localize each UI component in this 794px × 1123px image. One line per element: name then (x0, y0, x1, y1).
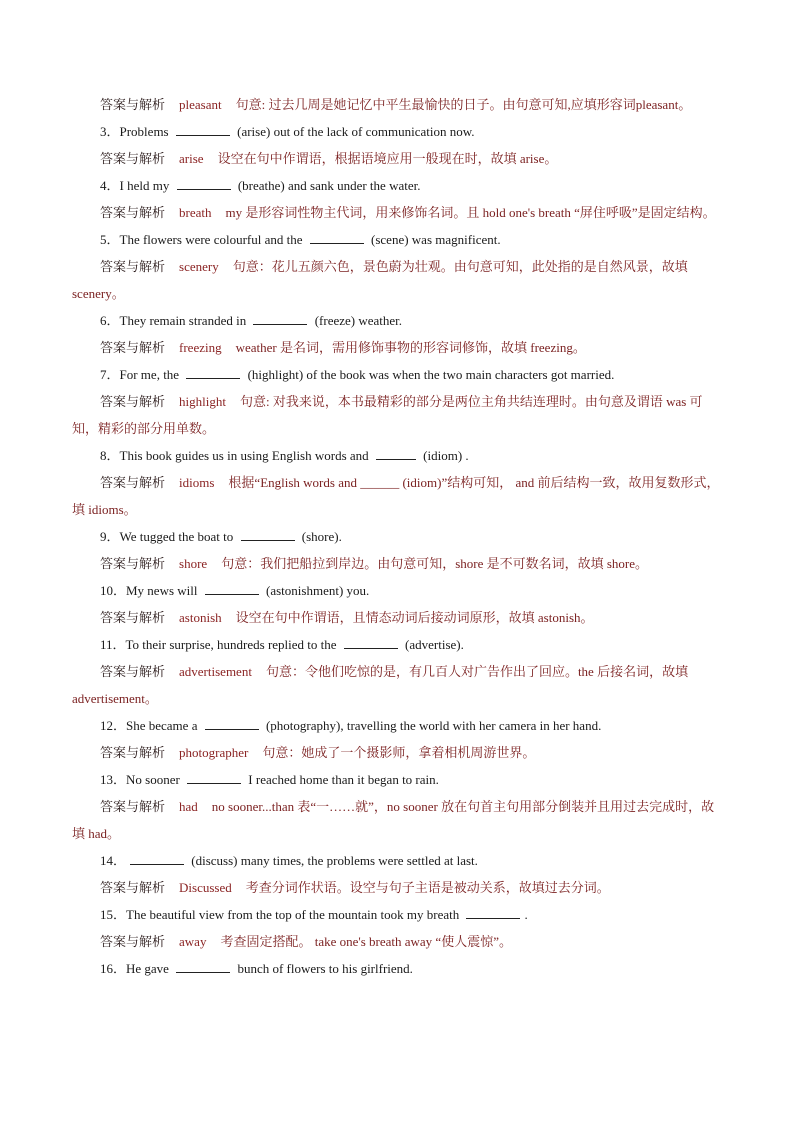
question-text-before: 16．He gave (100, 961, 173, 976)
question-text-after: (advertise). (401, 637, 464, 652)
question-text-before: 12．She became a (100, 718, 201, 733)
answer-tag: 答案与解析 (100, 880, 166, 895)
question-line (72, 766, 724, 793)
answer-explanation (72, 928, 724, 955)
question-line (72, 172, 724, 199)
answer-word: advertisement (179, 664, 252, 679)
question-text-after: (discuss) many times, the problems were settled at last. (188, 853, 478, 868)
explanation-text: 句意：令他们吃惊的是，有几百人对广告作出了回应。the 后接名词，故填 advertisement。 (72, 664, 689, 706)
answer-word: arise (179, 151, 204, 166)
question-text-before: 15．The beautiful view from the top of the mountain took my breath (100, 907, 463, 922)
answer-word: highlight (179, 394, 226, 409)
question-text-before: 4．I held my (100, 178, 173, 193)
question-text-after: (freeze) weather. (311, 313, 403, 328)
answer-tag: 答案与解析 (100, 799, 166, 814)
explanation-text: 设空在句中作谓语，根据语境应用一般现在时，故填 arise。 (217, 151, 558, 166)
answer-tag: 答案与解析 (100, 340, 166, 355)
question-line (72, 118, 724, 145)
answer-blank (241, 529, 295, 541)
question-line (72, 307, 724, 334)
answer-explanation (72, 334, 724, 361)
answer-tag: 答案与解析 (100, 97, 166, 112)
explanation-text: 句意：我们把船拉到岸边。由句意可知，shore 是不可数名词，故填 shore。 (221, 556, 649, 571)
answer-explanation (72, 658, 724, 712)
answer-explanation (72, 793, 724, 847)
explanation-text: 句意: 过去几周是她记忆中平生最愉快的日子。由句意可知,应填形容词pleasant。 (235, 97, 692, 112)
answer-word: photographer (179, 745, 249, 760)
question-text-before: 8．This book guides us in using English words and (100, 448, 372, 463)
question-text-before: 13．No sooner (100, 772, 184, 787)
answer-word: breath (179, 205, 212, 220)
exercise-content (72, 91, 724, 982)
answer-blank (176, 961, 230, 973)
answer-tag: 答案与解析 (100, 934, 166, 949)
answer-explanation (72, 604, 724, 631)
question-text-after: I reached home than it began to rain. (245, 772, 439, 787)
question-line (72, 442, 724, 469)
answer-tag: 答案与解析 (100, 151, 166, 166)
answer-tag: 答案与解析 (100, 610, 166, 625)
question-text-after: bunch of flowers to his girlfriend. (234, 961, 413, 976)
answer-blank (376, 448, 416, 460)
explanation-text: weather 是名词，需用修饰事物的形容词修饰，故填 freezing。 (235, 340, 586, 355)
question-text-after: (idiom) . (419, 448, 469, 463)
question-text-after: (scene) was magnificent. (367, 232, 501, 247)
answer-word: astonish (179, 610, 222, 625)
answer-blank (344, 637, 398, 649)
explanation-text: my 是形容词性物主代词，用来修饰名词。且 hold one's breath “屏住呼吸”是固定结构。 (225, 205, 716, 220)
question-line (72, 361, 724, 388)
question-text-before: 6．They remain stranded in (100, 313, 250, 328)
answer-explanation (72, 91, 724, 118)
question-text-after: (highlight) of the book was when the two main characters got married. (244, 367, 615, 382)
question-text-after: . (524, 907, 528, 922)
question-line (72, 226, 724, 253)
answer-explanation (72, 145, 724, 172)
answer-explanation (72, 199, 724, 226)
answer-explanation (72, 469, 724, 523)
answer-blank (205, 583, 259, 595)
answer-blank (176, 124, 230, 136)
answer-tag: 答案与解析 (100, 556, 166, 571)
question-text-after: (photography), travelling the world with her camera in her hand. (262, 718, 602, 733)
question-text-before: 5．The flowers were colourful and the (100, 232, 306, 247)
question-line (72, 712, 724, 739)
answer-tag: 答案与解析 (100, 664, 166, 679)
answer-word: idioms (179, 475, 215, 490)
question-line (72, 901, 724, 928)
answer-blank (186, 367, 240, 379)
question-line (72, 523, 724, 550)
explanation-text: 句意: 对我来说，本书最精彩的部分是两位主角共结连理时。由句意及谓语 was 可知，精彩的部分用单数。 (72, 394, 703, 436)
answer-explanation (72, 550, 724, 577)
question-line (72, 955, 724, 982)
answer-word: shore (179, 556, 208, 571)
answer-blank (466, 907, 520, 919)
answer-tag: 答案与解析 (100, 259, 166, 274)
explanation-text: 句意：她成了一个摄影师，拿着相机周游世界。 (262, 745, 536, 760)
answer-tag: 答案与解析 (100, 205, 166, 220)
answer-word: away (179, 934, 207, 949)
explanation-text: 考查固定搭配。 take one's breath away “使人震惊”。 (220, 934, 512, 949)
answer-word: Discussed (179, 880, 232, 895)
answer-tag: 答案与解析 (100, 394, 166, 409)
answer-blank (187, 772, 241, 784)
question-line (72, 631, 724, 658)
question-text-after: (shore). (298, 529, 342, 544)
explanation-text: 设空在句中作谓语，且情态动词后接动词原形，故填 astonish。 (235, 610, 594, 625)
question-text-before: 7．For me, the (100, 367, 183, 382)
question-text-before: 14． (100, 853, 127, 868)
answer-explanation (72, 253, 724, 307)
question-line (72, 577, 724, 604)
answer-tag: 答案与解析 (100, 475, 166, 490)
answer-explanation (72, 739, 724, 766)
answer-word: pleasant (179, 97, 222, 112)
answer-blank (253, 313, 307, 325)
answer-word: scenery (179, 259, 219, 274)
answer-blank (177, 178, 231, 190)
explanation-text: no sooner...than 表“一……就”，no sooner 放在句首主句用部分倒装并且用过去完成时，故填 had。 (72, 799, 715, 841)
question-text-after: (astonishment) you. (262, 583, 370, 598)
question-text-after: (arise) out of the lack of communication now. (233, 124, 475, 139)
question-line (72, 847, 724, 874)
explanation-text: 根据“English words and ______ (idiom)”结构可知， and 前后结构一致，故用复数形式，填 idioms。 (72, 475, 720, 517)
question-text-before: 10．My news will (100, 583, 201, 598)
answer-word: freezing (179, 340, 222, 355)
question-text-before: 9．We tugged the boat to (100, 529, 237, 544)
answer-blank (130, 853, 184, 865)
answer-tag: 答案与解析 (100, 745, 166, 760)
answer-blank (205, 718, 259, 730)
explanation-text: 句意：花儿五颜六色，景色蔚为壮观。由句意可知，此处指的是自然风景，故填 scenery。 (72, 259, 688, 301)
answer-blank (310, 232, 364, 244)
question-text-after: (breathe) and sank under the water. (234, 178, 421, 193)
answer-explanation (72, 874, 724, 901)
answer-word: had (179, 799, 198, 814)
answer-explanation (72, 388, 724, 442)
question-text-before: 11．To their surprise, hundreds replied to the (100, 637, 340, 652)
question-text-before: 3．Problems (100, 124, 172, 139)
explanation-text: 考查分词作状语。设空与句子主语是被动关系，故填过去分词。 (245, 880, 610, 895)
